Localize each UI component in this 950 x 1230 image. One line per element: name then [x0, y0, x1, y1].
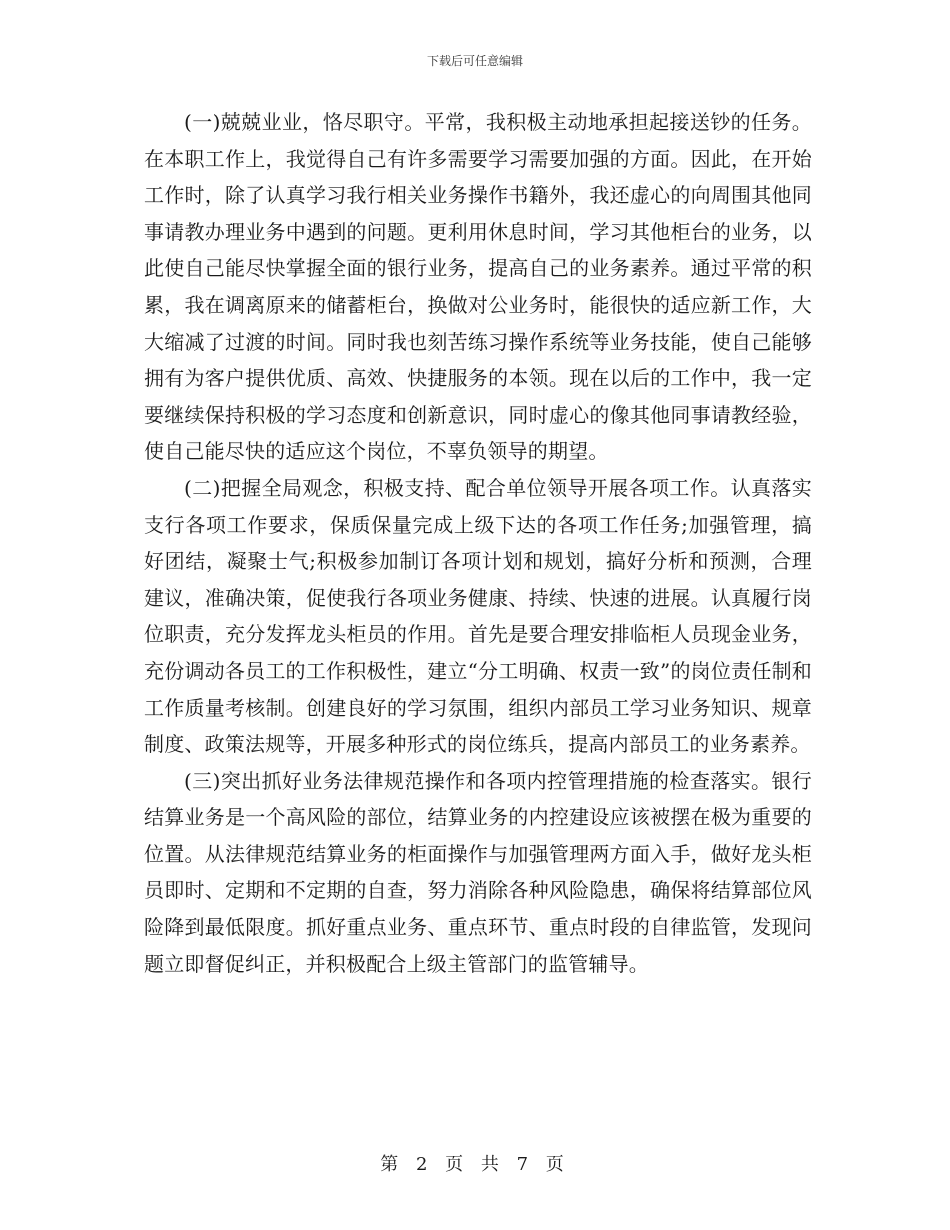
page-header-note: 下载后可任意编辑 — [426, 54, 523, 68]
document-body — [144, 104, 812, 982]
page-number: 第 2 页 共 7 页 — [380, 1154, 570, 1175]
paragraph-1: (一)兢兢业业，恪尽职守。平常，我积极主动地承担起接送钞的任务。在本职工作上，我觉得自己有许多需要学习需要加强的方面。因此，在开始工作时，除了认真学习我行相关业务操作书籍外，我还虚心的向周围其他同事请教办理业务中遇到的问题。更利用休息时间，学习其他柜台的业务，以此使自己能尽快掌握全面的银行业务，提高自己的业务素养。通过平常的积累，我在调离原来的储蓄柜台，换做对公业务时，能很快的适应新工作，大大缩减了过渡的时间。同时我也刻苦练习操作系统等业务技能，使自己能够拥有为客户提供优质、高效、快捷服务的本领。现在以后的工作中，我一定要继续保持积极的学习态度和创新意识，同时虚心的像其他同事请教经验，使自己能尽快的适应这个岗位，不辜负领导的期望。 — [144, 110, 812, 464]
paragraph-2: (二)把握全局观念，积极支持、配合单位领导开展各项工作。认真落实支行各项工作要求，保质保量完成上级下达的各项工作任务;加强管理，搞好团结，凝聚士气;积极参加制订各项计划和规划，搞好分析和预测，合理建议，准确决策，促使我行各项业务健康、持续、快速的进展。认真履行岗位职责，充分发挥龙头柜员的作用。首先是要合理安排临柜人员现金业务，充份调动各员工的工作积极性，建立“分工明确、权责一致”的岗位责任制和工作质量考核制。创建良好的学习氛围，组织内部员工学习业务知识、规章制度、政策法规等，开展多种形式的岗位练兵，提高内部员工的业务素养。 — [144, 475, 812, 757]
paragraph-3: (三)突出抓好业务法律规范操作和各项内控管理措施的检查落实。银行结算业务是一个高风险的部位，结算业务的内控建设应该被摆在极为重要的位置。从法律规范结算业务的柜面操作与加强管理两方面入手，做好龙头柜员即时、定期和不定期的自查，努力消除各种风险隐患，确保将结算部位风险降到最低限度。抓好重点业务、重点环节、重点时段的自律监管，发现问题立即督促纠正，并积极配合上级主管部门的监管辅导。 — [144, 768, 812, 976]
